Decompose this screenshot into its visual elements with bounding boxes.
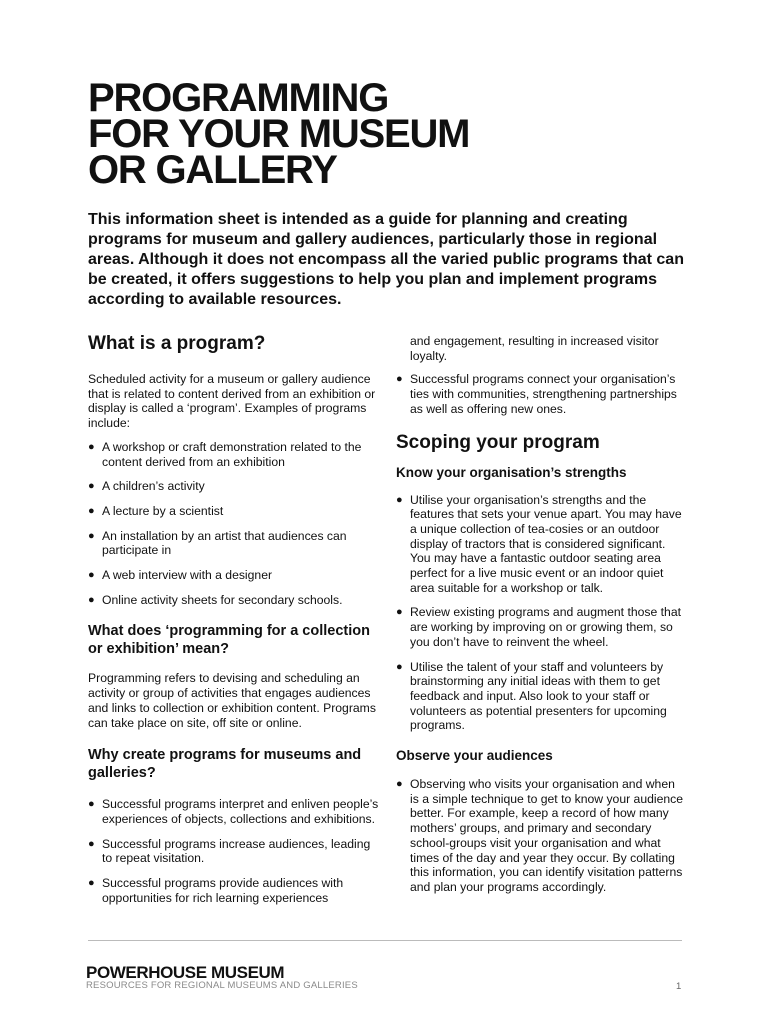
footer-tagline: RESOURCES FOR REGIONAL MUSEUMS AND GALLERIES — [86, 980, 358, 991]
right-column — [396, 334, 686, 895]
why-create-list — [88, 797, 380, 905]
subheading-strengths: Know your organisation’s strengths — [396, 464, 627, 480]
list-item: ● Review existing programs and augment those that are working by improving on or growing them, so you don’t have to reinvent the wheel. — [396, 605, 681, 649]
bullet-icon: ● — [88, 480, 95, 493]
list-item: ● Utilise the talent of your staff and volunteers by brainstorming any initial ideas with them to get feedback and input. Also look to your staff or volunteers as potential presenters for upcoming programs. — [396, 659, 667, 733]
bullet-icon: ● — [88, 593, 95, 606]
bullet-icon: ● — [88, 837, 95, 850]
section-heading-why-create: Why create programs for museums and galleries? — [88, 747, 362, 782]
title-line: PROGRAMMING — [88, 76, 389, 120]
list-item: ● Successful programs provide audiences with opportunities for rich learning experiences — [88, 876, 344, 905]
bullet-icon: ● — [88, 569, 95, 582]
title-line: OR GALLERY — [88, 148, 337, 192]
powerhouse-museum-logo: POWERHOUSE MUSEUM — [86, 963, 285, 982]
list-item: ● Successful programs increase audiences, leading to repeat visitation. — [88, 836, 371, 866]
strengths-list — [396, 493, 686, 734]
list-item: ● Online activity sheets for secondary schools. — [88, 592, 343, 607]
bullet-icon: ● — [88, 529, 95, 542]
bullet-icon: ● — [396, 778, 403, 791]
list-item: ● Utilise your organisation’s strengths and the features that sets your venue apart. You may have a unique collection of tea-cosies or an outdoor display of tractors that is considered significant. You may have a fantastic outdoor seating area perfect for a live music event or an indoor quiet area suitable for a workshop or talk. — [396, 492, 682, 595]
bullet-icon: ● — [396, 606, 403, 619]
bullet-icon: ● — [88, 877, 95, 890]
section-heading-scoping: Scoping your program — [396, 431, 600, 453]
program-examples-list — [88, 440, 380, 608]
continued-list — [396, 372, 686, 416]
section-text-what-is-program: Scheduled activity for a museum or gallery audience that is related to content derived from an exhibition or display is called a ‘program’. Examples of programs include: — [88, 372, 376, 431]
bullet-icon: ● — [88, 440, 95, 453]
list-item: ● Successful programs connect your organisation’s ties with communities, strengthening partnerships as well as offering new ones. — [396, 372, 677, 416]
list-item: ● A workshop or craft demonstration related to the content derived from an exhibition — [88, 439, 362, 469]
continued-text: and engagement, resulting in increased visitor loyalty. — [410, 334, 659, 363]
page-title — [88, 76, 688, 192]
observe-list — [396, 777, 686, 895]
footer-divider — [88, 940, 682, 941]
list-item: ● A web interview with a designer — [88, 568, 273, 583]
bullet-icon: ● — [88, 504, 95, 517]
subheading-observe-audiences: Observe your audiences — [396, 748, 553, 764]
bullet-icon: ● — [88, 798, 95, 811]
list-item: ● A lecture by a scientist — [88, 503, 224, 518]
list-item: ● Successful programs interpret and enliven people’s experiences of objects, collections and exhibitions. — [88, 797, 379, 826]
bullet-icon: ● — [396, 660, 403, 673]
section-text-programming-meaning: Programming refers to devising and scheduling an activity or group of activities that engages audiences and links to collection or exhibition content. Programs can take place on site, off site or online. — [88, 671, 376, 730]
bullet-icon: ● — [396, 493, 403, 506]
page-number: 1 — [676, 981, 682, 992]
intro-paragraph: This information sheet is intended as a guide for planning and creating programs for museum and gallery audiences, particularly those in regional areas. Although it does not encompass all the varied public programs that can be created, it offers suggestions to help you plan and implement programs according to available resources. — [88, 211, 684, 308]
list-item: ● Observing who visits your organisation and when is a simple technique to get to know your audience better. For example, keep a record of how many mothers’ groups, and primary and secondary school-groups visit your organisation and what times of the day and year they occur. By collating this information, you can identify visitation patterns and plan your programs accordingly. — [396, 777, 684, 894]
section-heading-what-is-program: What is a program? — [88, 333, 266, 354]
list-item: ● A children’s activity — [88, 479, 205, 494]
section-heading-programming-meaning: What does ‘programming for a collection or exhibition’ mean? — [88, 623, 370, 658]
bullet-icon: ● — [396, 373, 403, 386]
list-item: ● An installation by an artist that audiences can participate in — [88, 528, 347, 558]
left-column — [88, 333, 380, 905]
title-line: FOR YOUR MUSEUM — [88, 112, 470, 156]
